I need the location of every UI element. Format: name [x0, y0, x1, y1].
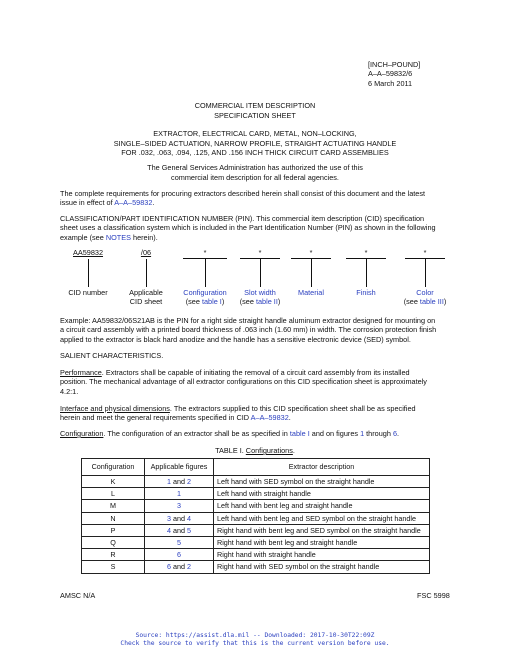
performance-line-3: 4.2:1. — [60, 386, 79, 396]
intro-text: issue in effect of — [60, 198, 115, 208]
pin-line-cid — [88, 259, 89, 287]
source-line-2: Check the source to verify that this is the current version before use. — [120, 640, 390, 647]
pin-star-config: * — [203, 248, 207, 257]
configuration-paragraph — [60, 429, 452, 438]
slot-see — [215, 297, 305, 306]
interface-line-2 — [60, 413, 452, 422]
figure-link[interactable]: 3 — [177, 501, 181, 511]
amsc-label: AMSC N/A — [60, 591, 96, 600]
figure-link[interactable]: 5 — [187, 525, 191, 535]
cell-configuration: K — [82, 476, 145, 488]
material-link[interactable]: Material — [298, 288, 324, 297]
table-caption-period: . — [292, 446, 295, 455]
subject-line-3: FOR .032, .063, .094, .125, AND .156 INCH THICK CIRCUIT CARD ASSEMBLIES — [121, 148, 389, 157]
pin-star-slot: * — [258, 248, 262, 257]
classification-paragraph — [60, 214, 452, 242]
cell-extractor-description: Right hand with SED symbol on the straight handle — [214, 561, 430, 573]
performance-line-1 — [60, 368, 452, 377]
paren-close: ) — [221, 297, 225, 307]
source-line-1: Source: https://assist.dla.mil -- Downloaded: 2017-10-30T22:09Z — [135, 632, 375, 639]
interface-text-2: herein and meet the general requirements specified in CID — [60, 413, 251, 423]
table-row — [82, 549, 430, 561]
cell-applicable-figures — [145, 512, 214, 524]
authorization-line-2: commercial item description for all federal agencies. — [171, 172, 339, 182]
figure-separator: and — [171, 562, 187, 572]
applicable-label: Applicable — [129, 288, 163, 297]
classification-text: example (see — [60, 232, 106, 242]
pin-star-finish: * — [364, 248, 368, 257]
figure-link[interactable]: 2 — [187, 562, 191, 572]
authorization-block — [0, 163, 510, 182]
slot-width-link[interactable]: Slot width — [244, 288, 276, 297]
pin-sheet-number: /06 — [140, 248, 152, 257]
classification-line-3 — [60, 233, 452, 242]
doc-subtype-title: SPECIFICATION SHEET — [214, 110, 296, 120]
table-row — [82, 561, 430, 573]
cell-configuration: L — [82, 488, 145, 500]
figure-link[interactable]: 6 — [167, 562, 171, 572]
figure-link[interactable]: 4 — [187, 513, 191, 523]
cell-configuration: Q — [82, 537, 145, 549]
cell-extractor-description: Left hand with SED symbol on the straight handle — [214, 476, 430, 488]
figure-link[interactable]: 3 — [167, 513, 171, 523]
pin-star-color: * — [423, 248, 427, 257]
subject-block — [0, 129, 510, 158]
cell-applicable-figures — [145, 476, 214, 488]
title-block — [0, 101, 510, 120]
document-date: 6 March 2011 — [368, 78, 413, 88]
pin-star-material: * — [309, 248, 313, 257]
cell-applicable-figures — [145, 549, 214, 561]
cid-sheet-label: CID sheet — [129, 297, 163, 307]
finish-link[interactable]: Finish — [356, 288, 376, 297]
pin-line-sheet — [146, 259, 147, 287]
spec-link[interactable]: A–A–59832 — [114, 198, 153, 208]
table-row — [82, 488, 430, 500]
spec-link[interactable]: A–A–59832 — [250, 413, 289, 423]
cell-extractor-description: Left hand with bent leg and SED symbol on the straight handle — [214, 512, 430, 524]
configurations-table — [81, 458, 430, 574]
configuration-text-3: through — [364, 429, 393, 438]
cell-configuration: M — [82, 500, 145, 512]
figure-link[interactable]: 2 — [187, 477, 191, 486]
configuration-link[interactable]: Configuration — [183, 288, 227, 297]
example-line-1: Example: AA59832/06S21AB is the PIN for a right side straight handle aluminum extractor designed for mounting on — [60, 316, 436, 325]
pin-label-color — [380, 288, 470, 307]
notes-link[interactable]: NOTES — [105, 232, 131, 242]
interface-text: . The extractors supplied to this CID specification sheet shall be as specified — [169, 404, 416, 413]
table-header-row — [82, 459, 430, 476]
intro-line-2 — [60, 198, 452, 207]
document-number: A–A–59832/6 — [368, 69, 413, 79]
cell-applicable-figures — [145, 524, 214, 536]
classification-line-1: CLASSIFICATION/PART IDENTIFICATION NUMBER (PIN). This commercial item description (CID) specification — [60, 214, 425, 223]
figure-separator: and — [171, 513, 187, 523]
table-ii-link[interactable]: table II — [255, 297, 278, 307]
cell-extractor-description: Right hand with bent leg and SED symbol on the straight handle — [214, 524, 430, 536]
performance-text: . Extractors shall be capable of initiating the removal of a circuit card assembly from its installed — [101, 368, 410, 377]
configuration-heading: Configuration — [60, 429, 104, 438]
configuration-text-2: and on figures — [309, 429, 361, 438]
performance-paragraph — [60, 368, 452, 396]
cell-configuration: P — [82, 524, 145, 536]
figure-link[interactable]: 4 — [167, 525, 171, 535]
interface-heading: Interface and physical dimensions — [60, 404, 170, 413]
header-applicable-figures: Applicable figures — [145, 459, 214, 476]
figure-separator: and — [171, 525, 187, 535]
cell-extractor-description: Right hand with straight handle — [214, 549, 430, 561]
color-see — [380, 297, 470, 306]
performance-heading: Performance — [60, 368, 102, 377]
table-row — [82, 537, 430, 549]
intro-period: . — [152, 198, 155, 208]
table-row — [82, 512, 430, 524]
see-text: (see — [185, 297, 202, 307]
configuration-text: . The configuration of an extractor shall be as specified in — [103, 429, 290, 438]
subject-line-2: SINGLE–SIDED ACTUATION, NARROW PROFILE, STRAIGHT ACTUATING HANDLE — [113, 138, 397, 148]
cell-configuration: R — [82, 549, 145, 561]
figure-separator: and — [171, 477, 187, 486]
pin-line-material — [311, 259, 312, 287]
fsc-label: FSC 5998 — [417, 591, 450, 600]
example-line-3: applied to the extractor is black hard anodize and the handle has a sensitive electronic device (SED) symbol. — [60, 334, 411, 344]
example-line-2: a circuit card assembly with a printed board thickness of .063 inch (1.60 mm) in width. The corrosion protection finish — [60, 325, 437, 335]
performance-line-2: position. The mechanical advantage of all extractor configurations on this CID specification sheet is approximately — [60, 377, 427, 387]
cell-configuration: N — [82, 512, 145, 524]
header-extractor-description: Extractor description — [214, 459, 430, 476]
table-i-link[interactable]: table I — [201, 297, 222, 307]
interface-line-1 — [60, 404, 452, 413]
example-paragraph — [60, 316, 452, 344]
cid-number-label: CID number — [68, 288, 108, 297]
table-caption-title: Configurations — [245, 446, 293, 455]
doc-type-title: COMMERCIAL ITEM DESCRIPTION — [194, 101, 316, 110]
cell-applicable-figures — [145, 500, 214, 512]
cell-applicable-figures — [145, 488, 214, 500]
pin-cid-number: AA59832 — [72, 248, 104, 257]
cell-applicable-figures — [145, 537, 214, 549]
interface-period: . — [288, 413, 291, 423]
pin-line-slot — [260, 259, 261, 287]
cell-applicable-figures — [145, 561, 214, 573]
cell-extractor-description: Left hand with straight handle — [214, 488, 430, 500]
see-text: (see — [403, 297, 420, 307]
figure-link[interactable]: 5 — [177, 538, 181, 548]
color-link[interactable]: Color — [416, 288, 434, 297]
pin-line-finish — [366, 259, 367, 287]
figure-1-link[interactable]: 1 — [360, 429, 365, 438]
figure-link[interactable]: 1 — [177, 489, 181, 499]
pin-line-config — [205, 259, 206, 287]
cell-extractor-description: Right hand with bent leg and straight handle — [214, 537, 430, 549]
figure-6-link[interactable]: 6 — [392, 429, 397, 438]
table-caption — [0, 446, 510, 455]
classification-line-2: sheet uses a classification system which is included in the Part Identification Number (PIN) as shown in the following — [60, 223, 436, 233]
paren-close: ) — [443, 297, 447, 307]
paren-close: ) — [277, 297, 281, 307]
interface-paragraph — [60, 404, 452, 423]
figure-link[interactable]: 1 — [167, 477, 171, 486]
table-body — [82, 476, 430, 574]
configuration-period: . — [397, 429, 400, 438]
table-caption-number: TABLE I. — [215, 446, 246, 455]
pin-diagram — [0, 248, 510, 308]
table-row — [82, 524, 430, 536]
authorization-line-1: The General Services Administration has authorized the use of this — [147, 163, 363, 172]
intro-line-1: The complete requirements for procuring extractors described herein shall consist of this document and the latest — [60, 189, 426, 198]
inch-pound-label: [INCH–POUND] — [368, 60, 421, 69]
intro-paragraph — [60, 189, 452, 208]
see-text: (see — [239, 297, 256, 307]
table-i-link[interactable]: table I — [289, 429, 310, 438]
document-identifier — [368, 60, 420, 88]
classification-end: herein). — [130, 232, 158, 242]
table-iii-link[interactable]: table III — [419, 297, 444, 307]
header-configuration: Configuration — [82, 459, 145, 476]
cell-configuration: S — [82, 561, 145, 573]
source-footer — [0, 632, 510, 648]
pin-line-color — [425, 259, 426, 287]
figure-link[interactable]: 6 — [177, 550, 181, 560]
subject-line-1: EXTRACTOR, ELECTRICAL CARD, METAL, NON–LOCKING, — [153, 129, 357, 138]
salient-heading: SALIENT CHARACTERISTICS. — [60, 351, 164, 360]
table-row — [82, 476, 430, 488]
cell-extractor-description: Left hand with bent leg and straight handle — [214, 500, 430, 512]
table-row — [82, 500, 430, 512]
